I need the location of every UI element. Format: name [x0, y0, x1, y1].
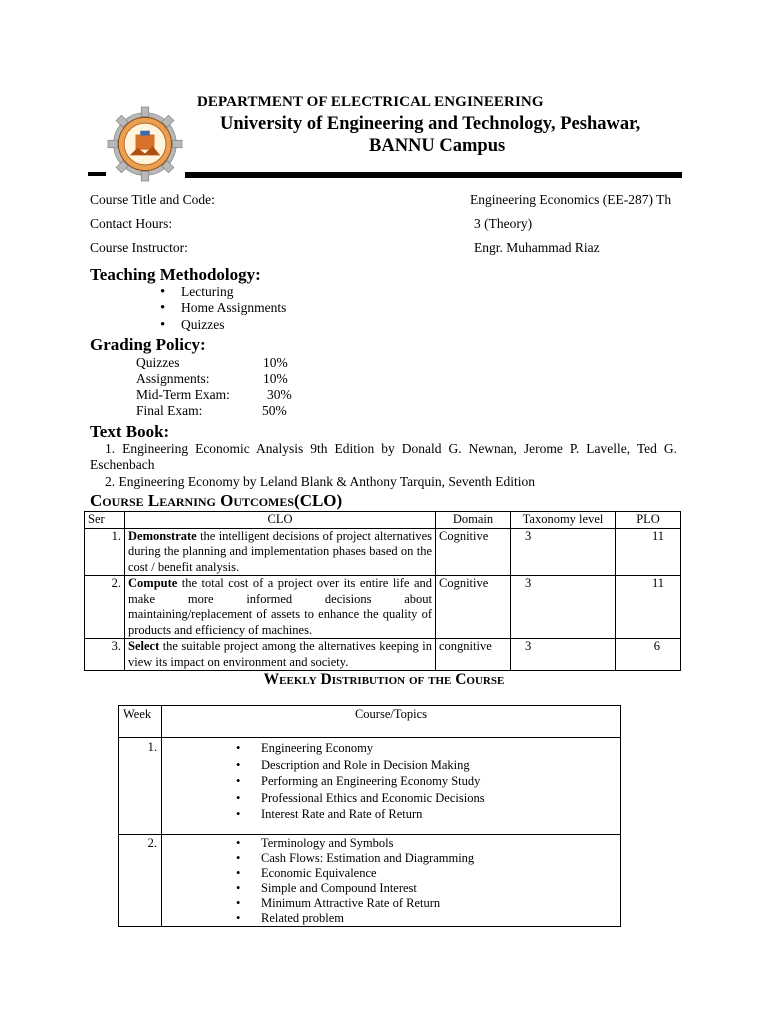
- clo-plo: 11: [616, 576, 681, 639]
- grading-row: [136, 371, 336, 387]
- weekly-table: [118, 705, 621, 927]
- table-row: [119, 738, 621, 835]
- column-header: Ser: [85, 512, 125, 529]
- column-header: PLO: [616, 512, 681, 529]
- clo-plo: 11: [616, 528, 681, 576]
- teaching-methods-list: [160, 284, 286, 333]
- textbook-item: 1. Engineering Economic Analysis 9th Edition by Donald G. Newnan, Jerome P. Lavelle, Ted G. Eschenbach: [90, 441, 677, 472]
- clo-ser: 3.: [85, 639, 125, 671]
- header-rule-left: [88, 172, 106, 176]
- clo-verb: Select: [128, 639, 160, 653]
- textbook-heading: Text Book:: [90, 422, 170, 441]
- list-item: • Lecturing: [160, 284, 286, 300]
- clo-taxonomy: 3: [511, 576, 616, 639]
- clo-text: [125, 528, 436, 576]
- clo-domain: congnitive: [436, 639, 511, 671]
- clo-domain: Cognitive: [436, 528, 511, 576]
- clo-table: [84, 511, 681, 671]
- instructor-value: Engr. Muhammad Riaz: [474, 240, 600, 255]
- clo-description: the intelligent decisions of project alternatives during the planning and implementation phases based on the cost / benefit analysis.: [128, 528, 432, 574]
- clo-taxonomy: 3: [511, 528, 616, 576]
- list-item: • Performing an Engineering Economy Study: [236, 773, 616, 790]
- university-title: University of Engineering and Technology, Peshawar,: [220, 114, 641, 134]
- university-logo-icon: [107, 106, 183, 182]
- list-item: • Economic Equivalence: [236, 866, 616, 881]
- grading-label: Final Exam:: [136, 403, 203, 418]
- list-item: • Home Assignments: [160, 300, 286, 316]
- contact-hours-label: Contact Hours:: [90, 216, 173, 231]
- grading-value: 10%: [263, 371, 288, 386]
- column-header: Week: [119, 706, 162, 738]
- textbook-item: 2. Engineering Economy by Leland Blank & Anthony Tarquin, Seventh Edition: [105, 474, 535, 489]
- week-number: 2.: [119, 835, 162, 927]
- table-row: [119, 835, 621, 927]
- column-header: Domain: [436, 512, 511, 529]
- table-header-row: [119, 706, 621, 738]
- grading-row: [136, 403, 336, 419]
- clo-ser: 1.: [85, 528, 125, 576]
- grading-row: [136, 387, 336, 403]
- week-topics: [162, 738, 621, 835]
- list-item: • Simple and Compound Interest: [236, 881, 616, 896]
- list-item: • Description and Role in Decision Making: [236, 757, 616, 774]
- list-item: • Interest Rate and Rate of Return: [236, 806, 616, 823]
- grading-label: Assignments:: [136, 371, 210, 386]
- clo-domain: Cognitive: [436, 576, 511, 639]
- grading-row: [136, 355, 336, 371]
- grading-value: 50%: [262, 403, 287, 418]
- topics-list: [166, 740, 616, 823]
- grading-value: 30%: [267, 387, 292, 402]
- weekly-distribution-heading: Weekly Distribution of the Course: [263, 671, 505, 688]
- table-row: [85, 639, 681, 671]
- clo-description: the total cost of a project over its entire life and make more informed decisions about maintaining/replacement of assets to enhance the quality of products and efficiency of machines.: [128, 576, 432, 637]
- list-item: • Terminology and Symbols: [236, 836, 616, 851]
- column-header: Taxonomy level: [511, 512, 616, 529]
- table-header-row: [85, 512, 681, 529]
- grading-label: Quizzes: [136, 355, 180, 370]
- clo-verb: Demonstrate: [128, 528, 197, 543]
- clo-verb: Compute: [128, 576, 178, 590]
- column-header: CLO: [125, 512, 436, 529]
- week-topics: [162, 835, 621, 927]
- clo-plo: 6: [616, 639, 681, 671]
- instructor-label: Course Instructor:: [90, 240, 188, 255]
- course-title-value: Engineering Economics (EE-287) Th: [470, 192, 672, 207]
- clo-text: [125, 639, 436, 671]
- campus-title: BANNU Campus: [369, 136, 506, 156]
- header-rule-right: [185, 172, 682, 178]
- contact-hours-value: 3 (Theory): [474, 216, 533, 231]
- list-item: • Related problem: [236, 911, 616, 926]
- grading-policy-heading: Grading Policy:: [90, 335, 206, 354]
- topics-list: [166, 836, 616, 926]
- table-row: [85, 576, 681, 639]
- clo-description: the suitable project among the alternatives keeping in view its impact on environment and society.: [128, 639, 432, 669]
- list-item: • Minimum Attractive Rate of Return: [236, 896, 616, 911]
- list-item: • Engineering Economy: [236, 740, 616, 757]
- list-item: • Cash Flows: Estimation and Diagramming: [236, 851, 616, 866]
- course-title-label: Course Title and Code:: [90, 192, 215, 207]
- column-header: Course/Topics: [162, 706, 621, 738]
- clo-heading: Course Learning Outcomes(CLO): [90, 491, 343, 510]
- clo-taxonomy: 3: [511, 639, 616, 671]
- grading-value: 10%: [263, 355, 288, 370]
- week-number: 1.: [119, 738, 162, 835]
- list-item: • Professional Ethics and Economic Decisions: [236, 790, 616, 807]
- list-item: • Quizzes: [160, 317, 286, 333]
- grading-label: Mid-Term Exam:: [136, 387, 230, 402]
- teaching-methodology-heading: Teaching Methodology:: [90, 265, 261, 284]
- department-title: DEPARTMENT OF ELECTRICAL ENGINEERING: [197, 94, 544, 110]
- table-row: [85, 528, 681, 576]
- clo-text: [125, 576, 436, 639]
- clo-ser: 2.: [85, 576, 125, 639]
